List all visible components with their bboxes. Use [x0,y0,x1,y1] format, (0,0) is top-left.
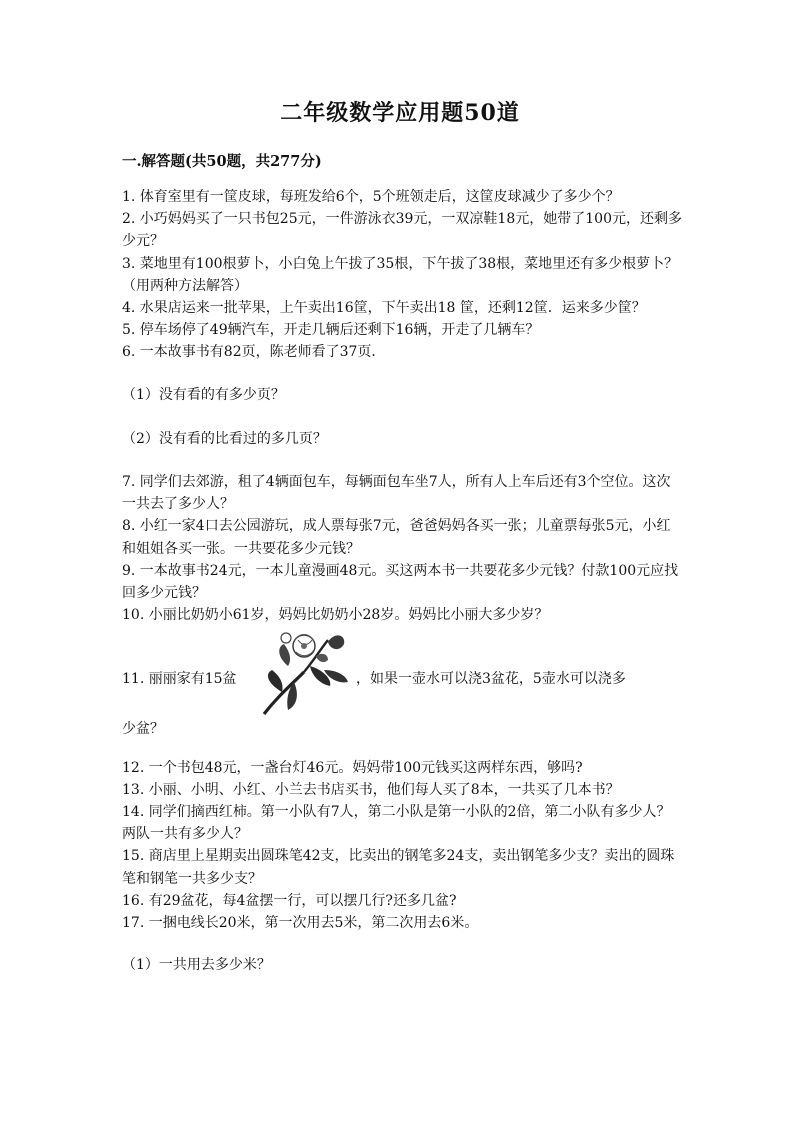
question-11 [122,634,682,714]
question-9: 9. 一本故事书24元，一本儿童漫画48元。买这两本书一共要花多少元钱？付款100元应找回多少元钱？ [122,562,679,602]
question-5: 5. 停车场停了49辆汽车，开走几辆后还剩下16辆，开走了几辆车？ [122,322,540,339]
question-10: 10. 小丽比奶奶小61岁，妈妈比奶奶小28岁。妈妈比小丽大多少岁？ [122,607,549,624]
page-title: 二年级数学应用题50道 [280,100,520,126]
question-6-part-1: （1）没有看的有多少页？ [122,386,285,403]
question-17: 17. 一捆电线长20米，第一次用去5米，第二次用去6米。 [122,915,479,932]
question-8: 8. 小红一家4口去公园游玩，成人票每张7元，爸爸妈妈各买一张；儿童票每张5元，小红和姐姐各买一张。一共要花多少元钱？ [122,518,671,557]
question-7: 7. 同学们去郊游，租了4辆面包车，每辆面包车坐7人，所有人上车后还有3个空位。这次一共去了多少人？ [122,474,671,513]
question-15: 15. 商店里上星期卖出圆珠笔42支，比卖出的钢笔多24支，卖出钢笔多少支？卖出的圆珠笔和钢笔一共多少支？ [122,848,675,887]
question-14: 14. 同学们摘西红柿。第一小队有7人，第二小队是第一小队的2倍，第二小队有多少人？两队一共有多少人？ [122,804,671,843]
question-4: 4. 水果店运来一批苹果，上午卖出16筐，下午卖出18 筐，还剩12筐．运来多少筐？ [122,300,646,317]
question-11-end: 少盆？ [122,721,164,738]
question-12: 12. 一个书包48元，一盏台灯46元。妈妈带100元钱买这两样东西，够吗? [122,759,583,776]
question-11-tail: ，如果一壶水可以浇3盆花，5壶水可以浇多 [356,671,626,688]
question-11-lead: 11. 丽丽家有15盆 [122,671,237,688]
section-heading: 一.解答题(共50题，共277分) [122,153,322,170]
question-17-part-1: （1）一共用去多少米？ [122,957,271,974]
question-6-part-2: （2）没有看的比看过的多几页？ [122,430,327,447]
question-2: 2. 小巧妈妈买了一只书包25元，一件游泳衣39元，一双凉鞋18元，她带了100元，还剩多少元？ [122,211,682,250]
question-1: 1. 体育室里有一筐皮球，每班发给6个，5个班领走后，这筐皮球减少了多少个？ [122,189,620,205]
question-6: 6. 一本故事书有82页，陈老师看了37页． [122,344,386,361]
question-13: 13. 小丽、小明、小红、小兰去书店买书，他们每人买了8本，一共买了几本书？ [122,781,620,798]
question-list [122,186,682,987]
question-16: 16. 有29盆花，每4盆摆一行，可以摆几行?还多几盆? [122,892,457,909]
question-3: 3. 菜地里有100根萝卜，小白兔上午拔了35根，下午拔了38根，菜地里还有多少根萝卜？（用两种方法解答） [122,255,679,294]
flower-icon [258,626,354,720]
